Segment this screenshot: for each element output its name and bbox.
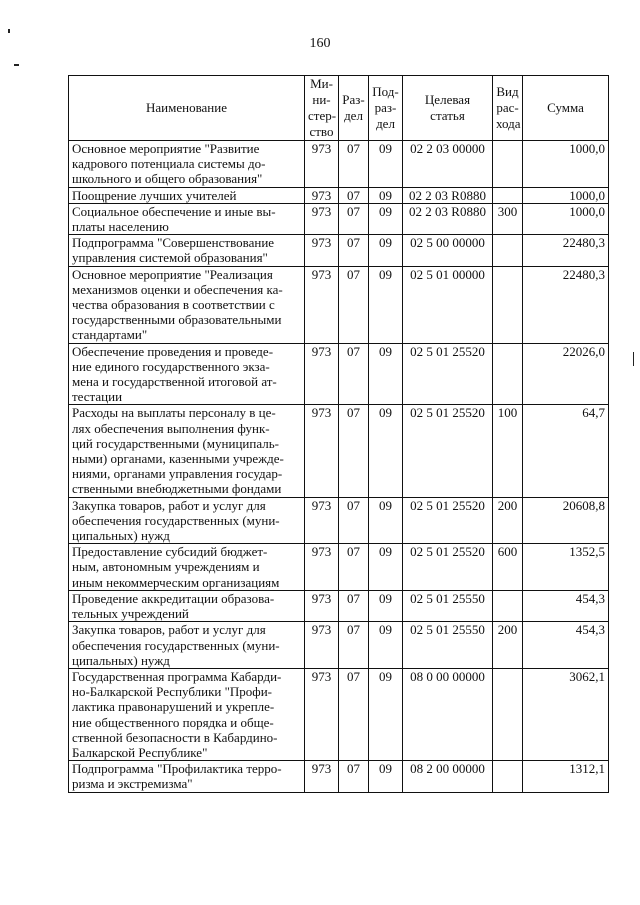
cell-expense-type	[493, 761, 523, 792]
cell-target: 02 5 01 00000	[403, 266, 493, 343]
table-row	[69, 203, 609, 234]
cell-name: Обеспечение проведения и проведе- ние единого государственного экза- мена и государственной итоговой ат- тестации	[69, 343, 305, 405]
cell-target: 02 5 01 25550	[403, 622, 493, 669]
cell-expense-type	[493, 141, 523, 188]
cell-name: Проведение аккредитации образова- тельных учреждений	[69, 590, 305, 621]
cell-amount: 454,3	[523, 590, 609, 621]
cell-ministry: 973	[305, 761, 339, 792]
cell-subsection: 09	[369, 187, 403, 203]
cell-amount: 64,7	[523, 405, 609, 497]
cell-amount: 22026,0	[523, 343, 609, 405]
table-row	[69, 405, 609, 497]
table-row	[69, 266, 609, 343]
cell-subsection: 09	[369, 405, 403, 497]
cell-name: Поощрение лучших учителей	[69, 187, 305, 203]
cell-amount: 1000,0	[523, 141, 609, 188]
cell-target: 02 5 01 25520	[403, 544, 493, 591]
cell-expense-type	[493, 590, 523, 621]
cell-expense-type	[493, 187, 523, 203]
cell-ministry: 973	[305, 622, 339, 669]
cell-section: 07	[339, 235, 369, 266]
cell-subsection: 09	[369, 266, 403, 343]
table-row	[69, 590, 609, 621]
cell-name: Закупка товаров, работ и услуг для обеспечения государственных (муни- ципальных) нужд	[69, 497, 305, 544]
cell-ministry: 973	[305, 141, 339, 188]
cell-ministry: 973	[305, 203, 339, 234]
table-body	[69, 141, 609, 793]
cell-expense-type	[493, 343, 523, 405]
table-row	[69, 235, 609, 266]
cell-expense-type	[493, 235, 523, 266]
cell-subsection: 09	[369, 497, 403, 544]
cell-section: 07	[339, 405, 369, 497]
cell-name: Подпрограмма "Профилактика терро- ризма и экстремизма"	[69, 761, 305, 792]
cell-section: 07	[339, 203, 369, 234]
cell-target: 02 5 00 00000	[403, 235, 493, 266]
cell-expense-type: 600	[493, 544, 523, 591]
cell-target: 02 2 03 R0880	[403, 187, 493, 203]
cell-ministry: 973	[305, 497, 339, 544]
cell-section: 07	[339, 266, 369, 343]
cell-section: 07	[339, 761, 369, 792]
cell-section: 07	[339, 343, 369, 405]
cell-subsection: 09	[369, 668, 403, 760]
cell-name: Подпрограмма "Совершенствование управления системой образования"	[69, 235, 305, 266]
cell-amount: 1312,1	[523, 761, 609, 792]
cell-section: 07	[339, 544, 369, 591]
cell-expense-type	[493, 266, 523, 343]
cell-subsection: 09	[369, 544, 403, 591]
cell-subsection: 09	[369, 343, 403, 405]
table-row	[69, 141, 609, 188]
header-target: Целевая статья	[403, 76, 493, 141]
cell-expense-type: 300	[493, 203, 523, 234]
header-ministry: Ми- ни- стер- ство	[305, 76, 339, 141]
cell-ministry: 973	[305, 343, 339, 405]
cell-section: 07	[339, 141, 369, 188]
header-expense-type: Вид рас- хода	[493, 76, 523, 141]
cell-expense-type	[493, 668, 523, 760]
cell-target: 08 0 00 00000	[403, 668, 493, 760]
cell-section: 07	[339, 590, 369, 621]
cell-section: 07	[339, 622, 369, 669]
cell-target: 02 2 03 R0880	[403, 203, 493, 234]
budget-table	[68, 75, 609, 793]
table-header	[69, 76, 609, 141]
cell-name: Основное мероприятие "Реализация механизмов оценки и обеспечения ка- чества образования в соответствии с государственными образовательными стандартами"	[69, 266, 305, 343]
cell-amount: 1352,5	[523, 544, 609, 591]
cell-section: 07	[339, 497, 369, 544]
header-section: Раз- дел	[339, 76, 369, 141]
cell-section: 07	[339, 668, 369, 760]
cell-target: 02 5 01 25520	[403, 343, 493, 405]
cell-name: Государственная программа Кабарди- но-Балкарской Республики "Профи- лактика правонарушений и укрепле- ние общественного порядка и обще- ственной безопасности в Кабардино- Балкарской Республике"	[69, 668, 305, 760]
cell-amount: 20608,8	[523, 497, 609, 544]
table-row	[69, 761, 609, 792]
cell-subsection: 09	[369, 590, 403, 621]
cell-section: 07	[339, 187, 369, 203]
cell-subsection: 09	[369, 622, 403, 669]
header-name: Наименование	[69, 76, 305, 141]
table-row	[69, 544, 609, 591]
cell-name: Закупка товаров, работ и услуг для обеспечения государственных (муни- ципальных) нужд	[69, 622, 305, 669]
cell-subsection: 09	[369, 761, 403, 792]
cell-target: 02 5 01 25520	[403, 405, 493, 497]
header-amount: Сумма	[523, 76, 609, 141]
table-row	[69, 668, 609, 760]
cell-ministry: 973	[305, 405, 339, 497]
cell-expense-type: 200	[493, 497, 523, 544]
cell-subsection: 09	[369, 235, 403, 266]
table-row	[69, 343, 609, 405]
cell-ministry: 973	[305, 266, 339, 343]
cell-name: Основное мероприятие "Развитие кадрового потенциала системы до- школьного и общего образования"	[69, 141, 305, 188]
cell-expense-type: 200	[493, 622, 523, 669]
table-row	[69, 497, 609, 544]
scan-mark	[8, 29, 10, 33]
table-row	[69, 187, 609, 203]
cell-name: Предоставление субсидий бюджет- ным, автономным учреждениям и иным некоммерческим организациям	[69, 544, 305, 591]
cell-ministry: 973	[305, 235, 339, 266]
page-number: 160	[309, 36, 331, 51]
scan-mark	[14, 64, 19, 66]
cell-subsection: 09	[369, 203, 403, 234]
cell-amount: 22480,3	[523, 266, 609, 343]
cell-amount: 3062,1	[523, 668, 609, 760]
cell-expense-type: 100	[493, 405, 523, 497]
cell-amount: 1000,0	[523, 203, 609, 234]
scan-mark	[633, 352, 634, 366]
cell-amount: 454,3	[523, 622, 609, 669]
cell-name: Социальное обеспечение и иные вы- платы населению	[69, 203, 305, 234]
cell-ministry: 973	[305, 590, 339, 621]
cell-amount: 1000,0	[523, 187, 609, 203]
table-row	[69, 622, 609, 669]
cell-target: 08 2 00 00000	[403, 761, 493, 792]
header-subsection: Под- раз- дел	[369, 76, 403, 141]
cell-ministry: 973	[305, 187, 339, 203]
cell-ministry: 973	[305, 668, 339, 760]
cell-target: 02 5 01 25520	[403, 497, 493, 544]
cell-target: 02 5 01 25550	[403, 590, 493, 621]
cell-amount: 22480,3	[523, 235, 609, 266]
cell-target: 02 2 03 00000	[403, 141, 493, 188]
cell-name: Расходы на выплаты персоналу в це- лях обеспечения выполнения функ- ций государственными (муниципаль- ными) органами, казенными учрежде- ниями, органами управления государ- ственными внебюджетными фондами	[69, 405, 305, 497]
cell-subsection: 09	[369, 141, 403, 188]
cell-ministry: 973	[305, 544, 339, 591]
